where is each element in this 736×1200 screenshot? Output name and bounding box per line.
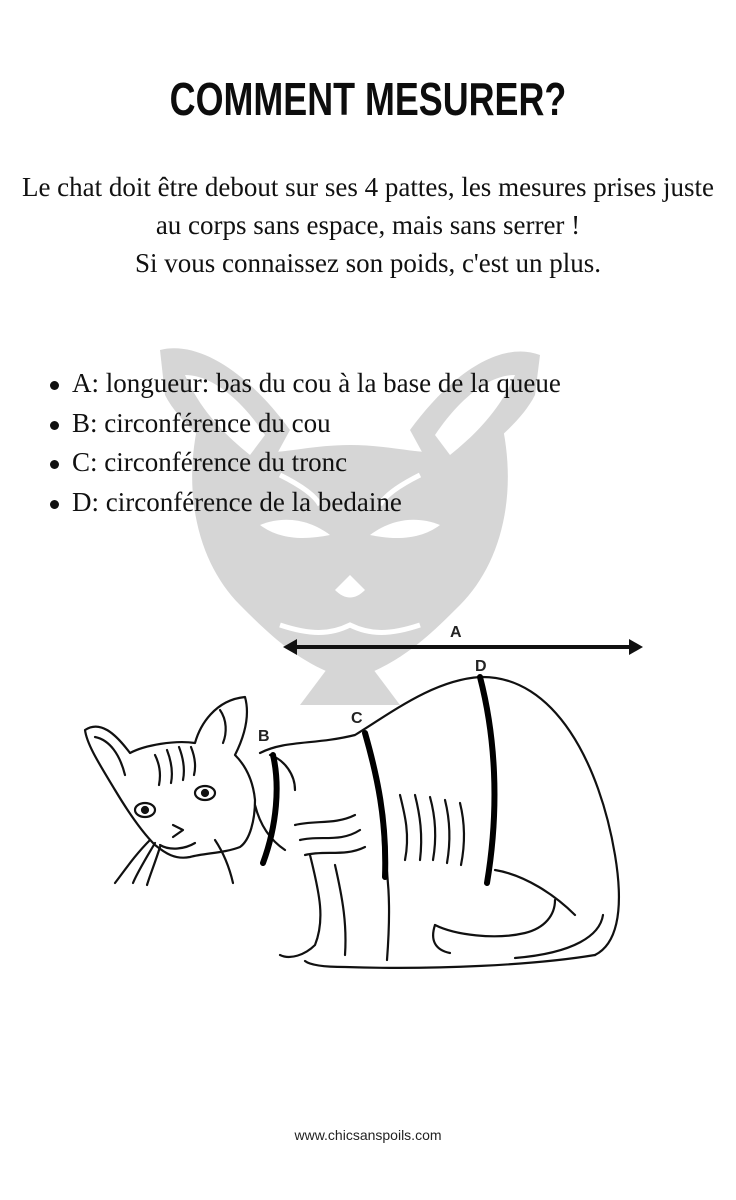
label-d: D <box>475 658 487 675</box>
measurement-item-b: B: circonférence du cou <box>40 404 720 444</box>
measurement-item-d: D: circonférence de la bedaine <box>40 483 720 523</box>
length-arrow-a-icon <box>283 639 643 655</box>
intro-instructions: Le chat doit être debout sur ses 4 pattes, les mesures prises juste au corps sans espace, mais sans serrer ! <box>21 172 715 240</box>
belly-band-d <box>480 677 494 883</box>
measurement-item-a: A: longueur: bas du cou à la base de la queue <box>40 364 720 404</box>
label-c: C <box>351 710 363 727</box>
measurement-item-c: C: circonférence du tronc <box>40 443 720 483</box>
measurement-list <box>40 364 720 522</box>
trunk-band-c <box>365 733 385 877</box>
website-footer: www.chicsanspoils.com <box>294 1127 442 1143</box>
label-b: B <box>258 728 270 745</box>
page-title: COMMENT MESURER? <box>169 73 567 125</box>
bullet-icon <box>50 500 59 509</box>
label-a: A <box>450 624 462 641</box>
cat-measurement-diagram <box>55 615 695 1055</box>
bullet-icon <box>50 460 59 469</box>
bullet-icon <box>50 421 59 430</box>
bullet-icon <box>50 381 59 390</box>
intro-weight-note: Si vous connaissez son poids, c'est un plus. <box>134 248 602 278</box>
neck-band-b <box>263 755 277 863</box>
intro-text <box>20 168 716 282</box>
